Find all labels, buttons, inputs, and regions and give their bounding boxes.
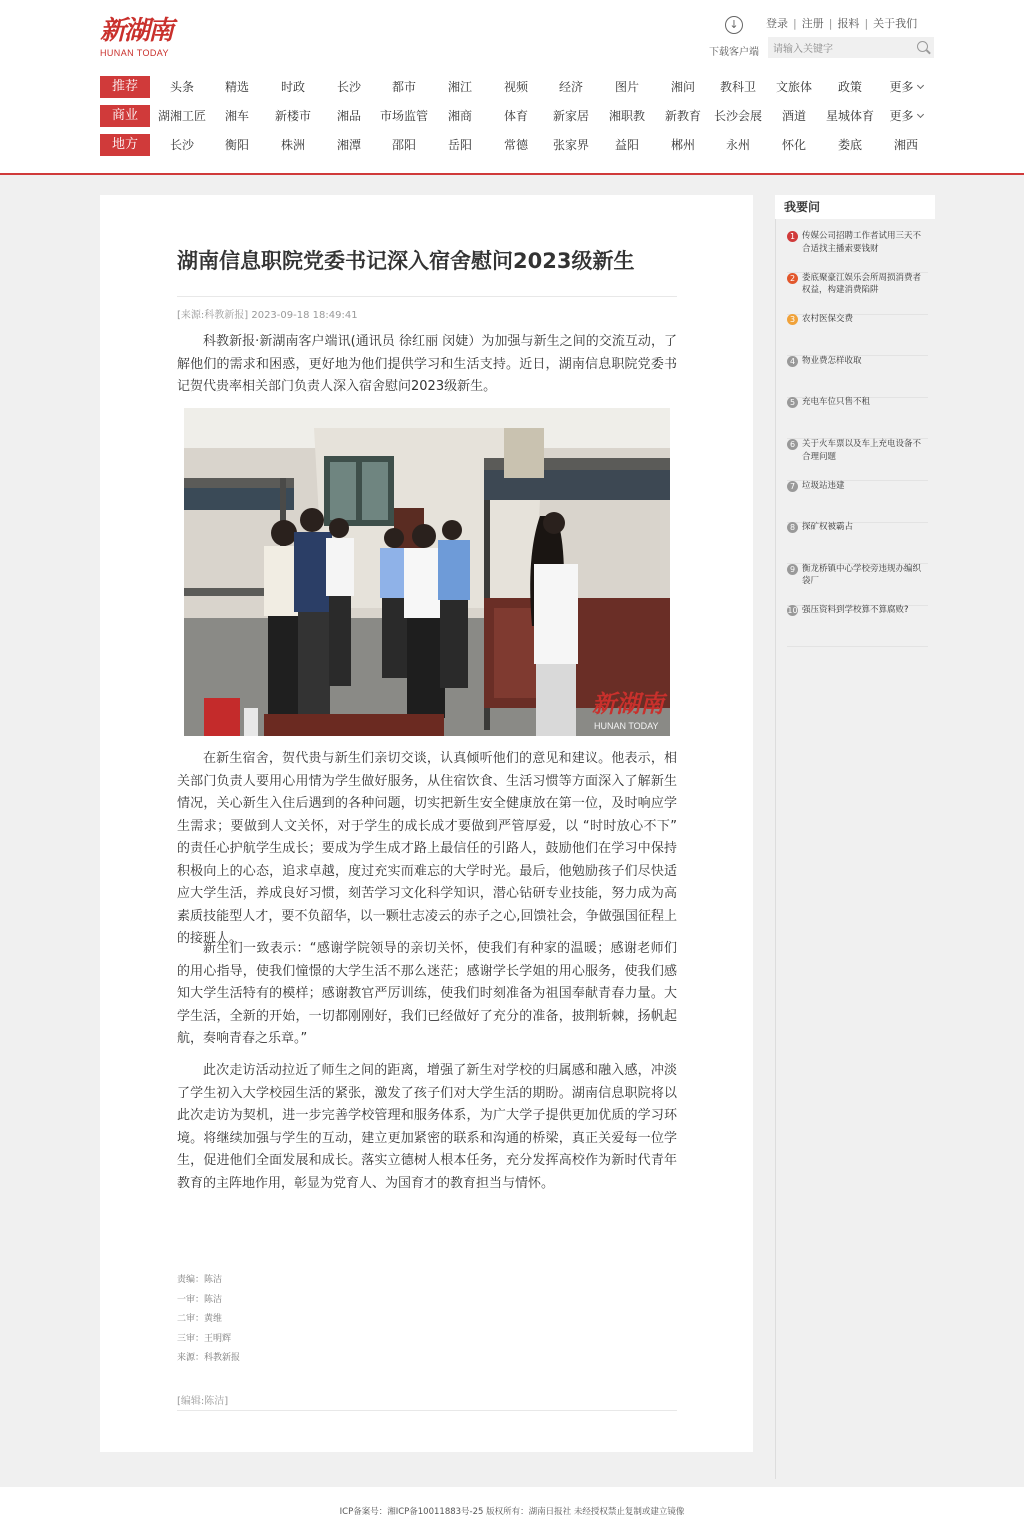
nav-item-label: 文旅体 (775, 80, 812, 94)
sidebar-ask (775, 195, 935, 616)
question-title: 强压资料到学校算不算腐败? (802, 605, 909, 616)
nav-item-label: 湘车 (224, 109, 249, 123)
nav-item-label: 市场监管 (379, 109, 428, 123)
rank-badge: 7 (787, 481, 798, 492)
article-paragraph: 在新生宿舍，贺代贵与新生们亲切交谈，认真倾听他们的意见和建议。他表示，相关部门负责人要用心用情为学生做好服务，从住宿饮食、生活习惯等方面深入了解新生情况，关心新生入住后遇到的各种问题，切实把新生安全健康放在第一位，及时响应学生需求；要做到人文关怀，对于学生的成长成才要做到严管厚爱，以 “时时放心不下” 的责任心护航学生成长；要成为学生成才路上最信任的引路人，鼓励他们在学习中保持积极向上的心态，追求卓越，度过充实而难忘的大学时光。最后，他勉励孩子们尽快适应大学生活，养成良好习惯，刻苦学习文化科学知识，潜心钻研专业技能，努力成为高素质技能型人才，要不负韶华，以一颗壮志凌云的赤子之心,回馈社会，争做强国征程上的接班人。 (177, 751, 677, 946)
article-title: 湖南信息职院党委书记深入宿舍慰问2023级新生 (177, 249, 635, 273)
article-credits (177, 1272, 240, 1370)
nav-item[interactable] (486, 105, 546, 127)
nav-item[interactable] (708, 134, 768, 156)
nav-item-label: 政策 (837, 80, 862, 94)
question-title: 充电车位只售不租 (802, 397, 871, 408)
question-title: 垃圾站违建 (802, 480, 845, 491)
divider: | (828, 17, 833, 30)
credit-editor: 责编：陈洁 (177, 1275, 223, 1285)
nav-item-label: 湘潭 (336, 138, 361, 152)
report-link[interactable]: 报料 (837, 17, 860, 30)
question-item[interactable] (787, 481, 928, 523)
editor-line: [编辑:陈洁] (177, 1396, 229, 1407)
nav-item[interactable] (764, 105, 824, 127)
photo-watermark: 新湖南 (592, 689, 664, 718)
nav-item-label: 张家界 (552, 138, 589, 152)
rank-badge: 8 (787, 522, 798, 533)
nav-item[interactable] (486, 76, 546, 98)
question-item[interactable] (787, 231, 928, 273)
nav-item[interactable] (263, 76, 323, 98)
dormitory-photo-illustration (184, 408, 670, 736)
nav-item-label: 郴州 (670, 138, 695, 152)
nav-category-tag[interactable]: 商业 (100, 105, 150, 127)
nav-item-label: 湘西 (893, 138, 918, 152)
nav-item-label: 更多 (889, 109, 914, 123)
nav-item[interactable] (597, 105, 657, 127)
nav-item-label: 更多 (889, 80, 914, 94)
question-item[interactable] (787, 439, 928, 481)
article-meta: [来源:科教新报] 2023-09-18 18:49:41 (177, 310, 358, 321)
search-box (768, 37, 934, 58)
nav-item-label: 岳阳 (447, 138, 472, 152)
article-paragraph: 新生们一致表示：“感谢学院领导的亲切关怀，使我们有种家的温暖；感谢老师们的用心指导，使我们憧憬的大学生活不那么迷茫；感谢学长学姐的用心服务，使我们感知大学生活特有的模样；感谢教官严厉训练，使我们时刻准备为祖国奉献青春力量。大学生活，全新的开始，一切都刚刚好，我们已经做好了充分的准备，披荆斩棘，扬帆起航，奏响青春之乐章。” (177, 941, 677, 1046)
nav-item[interactable] (430, 105, 490, 127)
divider: | (864, 17, 869, 30)
nav-item[interactable] (653, 105, 713, 127)
nav-item[interactable] (263, 134, 323, 156)
download-client-button[interactable] (706, 16, 762, 59)
nav-item-label: 视频 (503, 80, 528, 94)
nav-item-label: 星城体育 (825, 109, 874, 123)
credit-review-1: 一审：陈洁 (177, 1294, 223, 1305)
login-link[interactable]: 登录 (766, 17, 788, 30)
nav-item-label: 长沙会展 (713, 109, 762, 123)
nav-item-label: 精选 (224, 80, 249, 94)
nav-item[interactable] (152, 76, 212, 98)
nav-item[interactable] (541, 76, 601, 98)
logo-wordmark: 新湖南 (100, 16, 173, 46)
site-header (0, 0, 1024, 175)
nav-item-label: 衡阳 (224, 138, 249, 152)
question-title: 传媒公司招聘工作者试用三天不合适找主播索要钱财 (802, 231, 922, 254)
article-paragraph: 此次走访活动拉近了师生之间的距离，增强了新生对学校的归属感和融入感，冲淡了学生初入大学校园生活的紧张，激发了孩子们对大学生活的期盼。湖南信息职院将以此次走访为契机，进一步完善学校管理和服务体系，为广大学子提供更加优质的学习环境。将继续加强与学生的互动，建立更加紧密的联系和沟通的桥梁，真正关爱每一位学生，促进他们全面发展和成长。落实立德树人根本任务，充分发挥高校作为新时代青年教育的主阵地作用，彰显为党育人、为国育才的教育担当与情怀。 (177, 1063, 677, 1191)
article-photo (184, 408, 670, 736)
nav-item-label: 时政 (280, 80, 305, 94)
nav-item[interactable] (876, 76, 936, 98)
nav-item-label: 湖湘工匠 (157, 109, 206, 123)
nav-item-label: 邵阳 (391, 138, 416, 152)
chevron-down-icon (916, 111, 923, 118)
search-input[interactable] (768, 39, 908, 60)
question-item[interactable] (787, 605, 928, 647)
nav-item[interactable] (207, 134, 267, 156)
nav-item[interactable] (764, 134, 824, 156)
question-item[interactable] (787, 273, 928, 315)
question-item[interactable] (787, 397, 928, 439)
article-paragraph: 科教新报·新湖南客户端讯(通讯员 徐红丽 闵婕）为加强与新生之间的交流互动，了解他们的需求和困惑，更好地为他们提供学习和生活支持。近日，湖南信息职院党委书记贺代贵率相关部门负责人深入宿舍慰问2023级新生。 (177, 334, 677, 394)
divider (177, 296, 677, 297)
rank-badge: 9 (787, 564, 798, 575)
nav-item[interactable] (708, 76, 768, 98)
article-panel (100, 195, 753, 1452)
nav-item[interactable] (653, 76, 713, 98)
nav-item[interactable] (708, 105, 768, 127)
nav-item-label: 株洲 (280, 138, 305, 152)
nav-item[interactable] (876, 134, 936, 156)
nav-item-label: 新家居 (552, 109, 589, 123)
credit-review-3: 三审：王明辉 (177, 1333, 232, 1344)
nav-item[interactable] (374, 134, 434, 156)
nav-category-tag[interactable]: 地方 (100, 134, 150, 156)
download-icon: ↓ (725, 16, 743, 34)
nav-item-label: 湘江 (447, 80, 472, 94)
rank-badge: 6 (787, 439, 798, 450)
rank-badge: 2 (787, 273, 798, 284)
rank-badge: 1 (787, 231, 798, 242)
question-list (775, 219, 935, 1479)
nav-item-label: 永州 (725, 138, 750, 152)
nav-item[interactable] (653, 134, 713, 156)
nav-item[interactable] (263, 105, 323, 127)
search-icon[interactable] (917, 41, 928, 52)
nav-item-label: 湘品 (336, 109, 361, 123)
rank-badge: 4 (787, 356, 798, 367)
nav-item[interactable] (541, 134, 601, 156)
site-logo[interactable] (100, 14, 182, 62)
question-title: 农村医保交费 (802, 314, 854, 325)
nav-item[interactable] (319, 134, 379, 156)
nav-item[interactable] (764, 76, 824, 98)
register-link[interactable]: 注册 (801, 17, 824, 30)
nav-item[interactable] (319, 105, 379, 127)
nav-item[interactable] (597, 76, 657, 98)
nav-item-label: 图片 (614, 80, 639, 94)
nav-item-label: 常德 (503, 138, 528, 152)
nav-item-label: 益阳 (614, 138, 639, 152)
nav-item[interactable] (541, 105, 601, 127)
nav-item[interactable] (319, 76, 379, 98)
nav-item[interactable] (486, 134, 546, 156)
top-links (766, 15, 936, 31)
nav-item-label: 湘商 (447, 109, 472, 123)
nav-item-label: 新教育 (664, 109, 701, 123)
nav-row-recommend (100, 76, 936, 98)
nav-item[interactable] (207, 76, 267, 98)
download-client-label: 下载客户端 (709, 47, 759, 58)
nav-item[interactable] (876, 105, 936, 127)
sidebar-title: 我要问 (775, 195, 935, 219)
nav-row-local (100, 134, 936, 156)
rank-badge: 5 (787, 397, 798, 408)
credit-source: 来源：科教新报 (177, 1353, 241, 1363)
chevron-down-icon (916, 82, 923, 89)
question-item[interactable] (787, 314, 928, 356)
question-title: 衡龙桥镇中心学校旁违规办编织袋厂 (802, 563, 922, 587)
nav-category-tag[interactable]: 推荐 (100, 76, 150, 98)
nav-item[interactable] (207, 105, 267, 127)
question-item[interactable] (787, 564, 928, 606)
nav-item-label: 新楼市 (274, 109, 311, 123)
divider (177, 1410, 677, 1411)
question-title: 关于火车票以及车上充电设备不合理问题 (802, 439, 922, 462)
divider: | (793, 17, 797, 30)
nav-item-label: 酒道 (781, 109, 806, 123)
nav-item-label: 头条 (169, 80, 194, 94)
nav-item-label: 经济 (558, 80, 583, 94)
about-link[interactable]: 关于我们 (873, 17, 918, 30)
nav-item[interactable] (374, 76, 434, 98)
nav-item-label: 都市 (391, 80, 416, 94)
photo-watermark-sub: HUNAN TODAY (594, 721, 659, 731)
question-title: 娄底聚豪江娱乐会所周损消费者权益，构建消费陷阱 (802, 272, 922, 296)
nav-item[interactable] (597, 134, 657, 156)
nav-item-label: 湘问 (670, 80, 695, 94)
nav-item-label: 长沙 (336, 80, 361, 94)
site-footer (0, 1487, 1024, 1538)
nav-item[interactable] (152, 134, 212, 156)
nav-item-label: 湘职教 (608, 109, 645, 123)
nav-item-label: 长沙 (169, 138, 194, 152)
nav-item[interactable] (430, 134, 490, 156)
nav-item[interactable] (820, 105, 880, 127)
question-item[interactable] (787, 522, 928, 564)
nav-item-label: 娄底 (837, 138, 862, 152)
nav-item[interactable] (374, 105, 434, 127)
nav-item[interactable] (430, 76, 490, 98)
nav-item[interactable] (820, 76, 880, 98)
credit-review-2: 二审：黄维 (177, 1314, 223, 1324)
question-item[interactable] (787, 356, 928, 398)
nav-item[interactable] (820, 134, 880, 156)
question-title: 物业费怎样收取 (802, 355, 862, 366)
nav-item-label: 教科卫 (719, 80, 756, 94)
nav-item-label: 怀化 (781, 138, 806, 152)
question-title: 探矿权被霸占 (802, 522, 854, 533)
logo-subtitle: HUNAN TODAY (100, 48, 169, 58)
nav-item-label: 体育 (503, 109, 528, 123)
rank-badge: 10 (787, 606, 798, 616)
nav-item[interactable] (152, 105, 212, 127)
rank-badge: 3 (787, 314, 798, 325)
nav-row-business (100, 105, 936, 127)
footer-copyright: ICP备案号：湘ICP备10011883号-25 版权所有：湖南日报社 未经授权禁止复制或建立镜像 (339, 1507, 685, 1517)
